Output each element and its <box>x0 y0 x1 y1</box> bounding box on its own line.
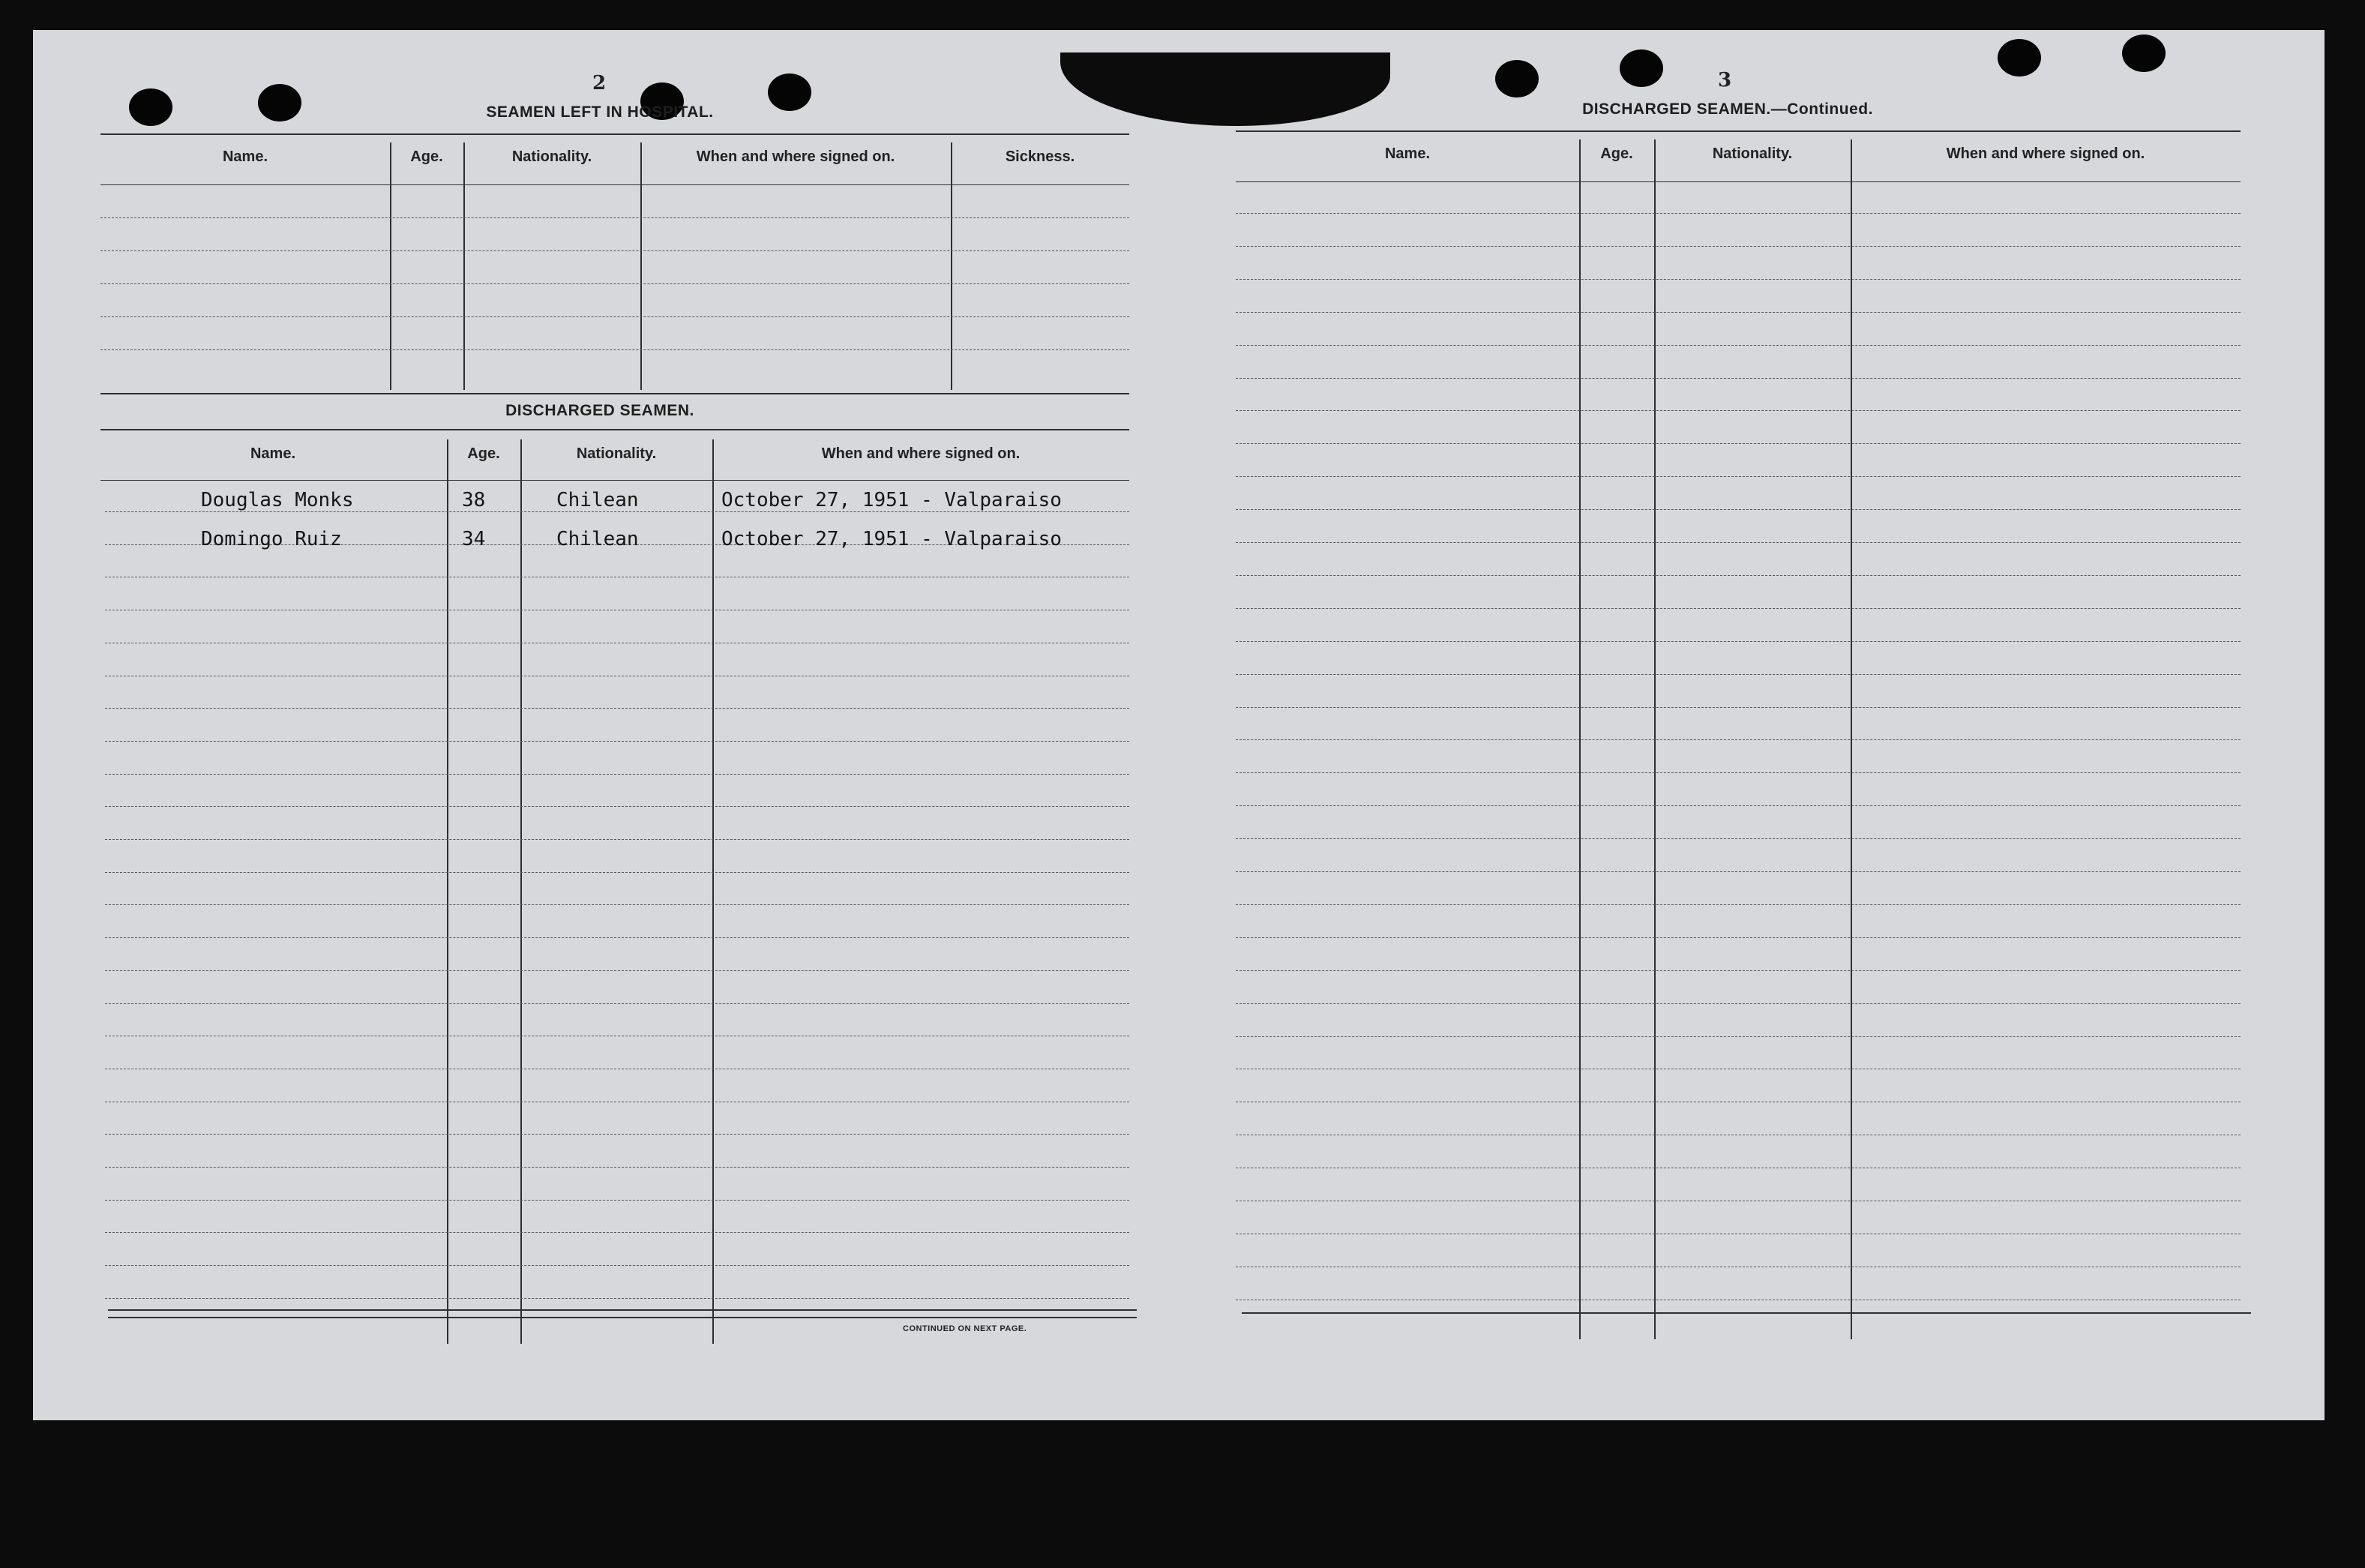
page-number: 3 <box>1717 69 1732 91</box>
table-cell-nationality: Chilean <box>556 528 639 550</box>
page-number: 2 <box>592 72 607 94</box>
punch-hole <box>129 88 172 126</box>
torn-paper-edge <box>1060 52 1390 126</box>
ruled-line <box>1236 575 2241 576</box>
table-cell-age: 38 <box>462 489 486 511</box>
ruled-line <box>1236 542 2241 543</box>
column-header-age: Age. <box>410 148 443 165</box>
ruled-line <box>100 316 1129 317</box>
column-header-age: Age. <box>467 445 500 462</box>
table-top-rule <box>1236 130 2241 132</box>
ruled-line <box>105 904 1129 905</box>
punch-hole <box>1620 49 1663 87</box>
section-divider-rule <box>100 393 1129 394</box>
ruled-line <box>105 1298 1129 1299</box>
ruled-line <box>1236 378 2241 379</box>
ruled-line <box>105 1167 1129 1168</box>
punch-hole <box>1998 39 2041 76</box>
column-header-nationality: Nationality. <box>576 445 657 462</box>
ruled-line <box>100 250 1129 251</box>
column-divider <box>520 439 522 1344</box>
table-cell-signed-on: October 27, 1951 - Valparaiso <box>721 489 1062 511</box>
ruled-line <box>1236 345 2241 346</box>
table-top-rule <box>100 429 1129 430</box>
ruled-line <box>105 774 1129 775</box>
ruled-line <box>1236 739 2241 740</box>
ruled-line <box>105 1265 1129 1266</box>
ruled-line <box>1236 970 2241 971</box>
table-cell-name: Douglas Monks <box>201 489 354 511</box>
ruled-line <box>1236 871 2241 872</box>
ruled-line <box>1236 674 2241 675</box>
ruled-line <box>105 839 1129 840</box>
ruled-line <box>1236 805 2241 806</box>
column-header-name: Name. <box>222 148 268 165</box>
ruled-line <box>1236 641 2241 642</box>
ruled-line <box>100 217 1129 218</box>
header-rule <box>1236 181 2241 182</box>
table-top-rule <box>100 133 1129 135</box>
ruled-line <box>1236 509 2241 510</box>
punch-hole <box>258 84 301 121</box>
table-cell-signed-on: October 27, 1951 - Valparaiso <box>721 528 1062 550</box>
ruled-line <box>1236 279 2241 280</box>
ruled-line <box>1236 772 2241 773</box>
table-bottom-rule <box>108 1309 1137 1311</box>
ruled-line <box>105 937 1129 938</box>
column-divider <box>447 439 448 1344</box>
table-bottom-rule <box>108 1317 1137 1318</box>
ruled-line <box>1236 937 2241 938</box>
ruled-line <box>1236 904 2241 905</box>
column-header-sickness: Sickness. <box>1005 148 1075 165</box>
ruled-line <box>1236 838 2241 839</box>
column-divider <box>951 142 952 390</box>
column-header-nationality: Nationality. <box>1712 145 1793 162</box>
ruled-line <box>1236 1036 2241 1037</box>
ruled-line <box>1236 476 2241 477</box>
table-cell-nationality: Chilean <box>556 489 639 511</box>
column-header-signed-on: When and where signed on. <box>821 445 1021 462</box>
ruled-line <box>1236 410 2241 411</box>
ruled-line <box>105 741 1129 742</box>
column-divider <box>463 142 465 390</box>
ruled-line <box>1236 608 2241 609</box>
ruled-line <box>105 708 1129 709</box>
ruled-line <box>1236 707 2241 708</box>
table-cell-age: 34 <box>462 528 486 550</box>
ruled-line <box>105 1232 1129 1233</box>
ruled-line <box>105 872 1129 873</box>
header-rule <box>100 480 1129 481</box>
ruled-line <box>1236 312 2241 313</box>
table-bottom-rule <box>1242 1312 2251 1314</box>
ruled-line <box>1236 246 2241 247</box>
column-header-age: Age. <box>1600 145 1633 162</box>
punch-hole <box>1495 60 1539 97</box>
column-header-signed-on: When and where signed on. <box>1946 145 2145 162</box>
ruled-line <box>105 970 1129 971</box>
column-header-name: Name. <box>250 445 296 462</box>
table-cell-name: Domingo Ruiz <box>201 528 342 550</box>
ruled-line <box>100 349 1129 350</box>
ruled-line <box>105 1134 1129 1135</box>
ruled-line <box>1236 1003 2241 1004</box>
ruled-line <box>105 511 1129 512</box>
ruled-line <box>1236 213 2241 214</box>
ruled-line <box>100 283 1129 284</box>
ruled-line <box>1236 443 2241 444</box>
header-rule <box>100 184 1129 185</box>
column-divider <box>640 142 642 390</box>
punch-hole <box>2122 34 2166 72</box>
continued-note: CONTINUED ON NEXT PAGE. <box>903 1324 1027 1333</box>
document-sheet <box>33 30 2325 1420</box>
column-header-nationality: Nationality. <box>511 148 592 165</box>
column-divider <box>712 439 714 1344</box>
column-divider <box>390 142 391 390</box>
section-title-hospital: SEAMEN LEFT IN HOSPITAL. <box>486 103 714 121</box>
ruled-line <box>105 1003 1129 1004</box>
ruled-line <box>105 1200 1129 1201</box>
section-title-discharged: DISCHARGED SEAMEN. <box>505 402 694 419</box>
column-header-name: Name. <box>1384 145 1431 162</box>
column-header-signed-on: When and where signed on. <box>696 148 895 165</box>
ruled-line <box>105 806 1129 807</box>
section-title-discharged-continued: DISCHARGED SEAMEN.—Continued. <box>1582 100 1873 118</box>
